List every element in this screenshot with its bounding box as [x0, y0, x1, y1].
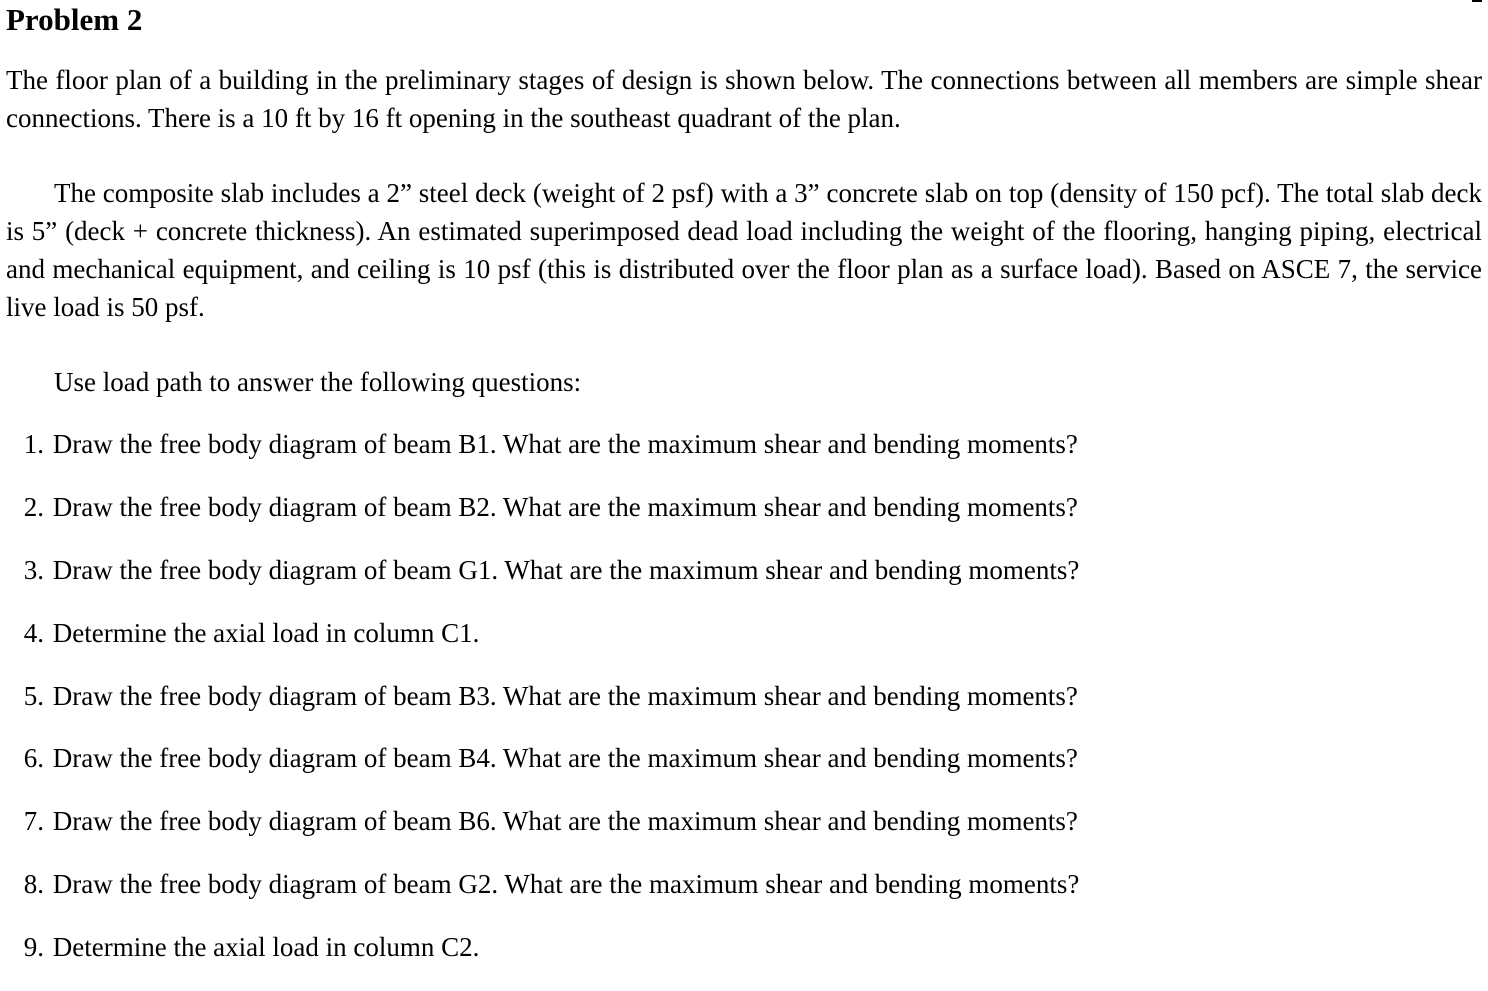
- problem-title: Problem 2: [6, 2, 143, 37]
- question-number: 3.: [23, 554, 44, 585]
- instruction-paragraph: Use load path to answer the following questions:: [54, 367, 582, 397]
- question-item: [6, 425, 1482, 488]
- question-text: Draw the free body diagram of beam B6. What are the maximum shear and bending moments?: [52, 806, 1078, 837]
- question-number: 4.: [23, 617, 44, 648]
- question-item: [6, 928, 1482, 991]
- question-item: [6, 551, 1482, 614]
- question-item: [6, 488, 1482, 551]
- question-number: 7.: [23, 806, 44, 837]
- question-item: [6, 614, 1482, 677]
- question-number: 8.: [23, 869, 44, 900]
- question-text: Draw the free body diagram of beam B4. What are the maximum shear and bending moments?: [52, 743, 1078, 774]
- question-number: 2.: [23, 491, 44, 522]
- intro-paragraph: The floor plan of a building in the preliminary stages of design is shown below. The connections between all members are simple shear connections. There is a 10 ft by 16 ft opening in the southeast quadrant of the plan.: [6, 65, 1482, 133]
- question-text: Draw the free body diagram of beam G2. What are the maximum shear and bending moments?: [52, 869, 1080, 900]
- load-description-paragraph: The composite slab includes a 2” steel deck (weight of 2 psf) with a 3” concrete slab on top (density of 150 pcf). The total slab deck is 5” (deck + concrete thickness). An estimated superimposed dead load including the weight of the flooring, hanging piping, electrical and mechanical equipment, and ceiling is 10 psf (this is distributed over the floor plan as a surface load). Based on ASCE 7, the service live load is 50 psf.: [6, 178, 1482, 322]
- question-number: 5.: [23, 680, 44, 711]
- question-text: Draw the free body diagram of beam B2. What are the maximum shear and bending moments?: [52, 491, 1078, 522]
- question-number: 9.: [23, 932, 44, 963]
- question-text: Draw the free body diagram of beam B1. What are the maximum shear and bending moments?: [52, 429, 1078, 459]
- question-item: [6, 739, 1482, 802]
- question-item: [6, 865, 1482, 928]
- question-item: [6, 802, 1482, 865]
- question-list: [6, 425, 1482, 991]
- question-text: Draw the free body diagram of beam G1. What are the maximum shear and bending moments?: [52, 554, 1080, 585]
- question-number: 1.: [23, 429, 44, 459]
- question-text: Determine the axial load in column C1.: [52, 617, 480, 648]
- page-corner-mark: [1472, 0, 1482, 2]
- question-text: Determine the axial load in column C2.: [52, 932, 480, 963]
- question-number: 6.: [23, 743, 44, 774]
- question-item: [6, 677, 1482, 740]
- question-text: Draw the free body diagram of beam B3. What are the maximum shear and bending moments?: [52, 680, 1078, 711]
